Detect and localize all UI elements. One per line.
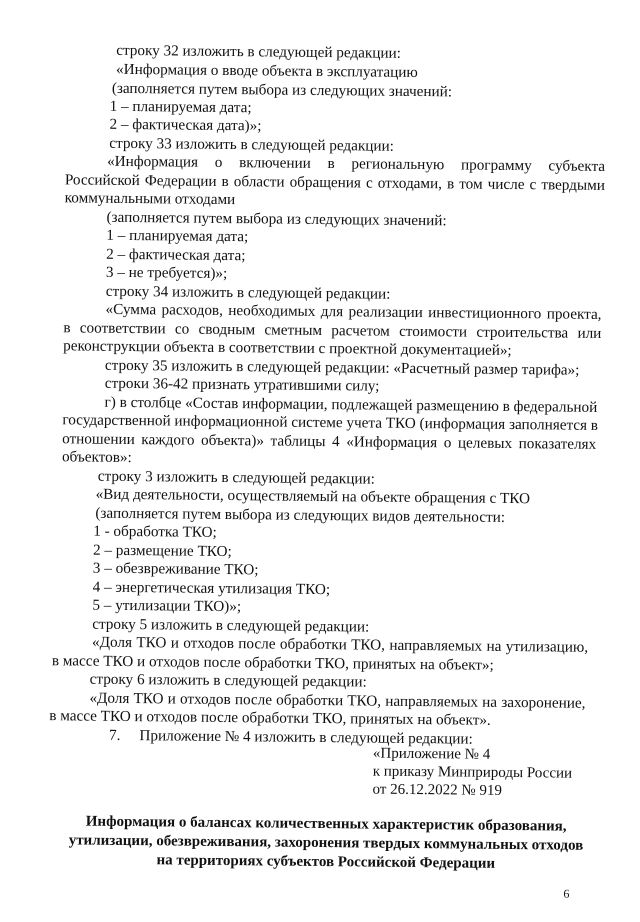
text-line: объектов»: [61,448,132,467]
text-line: строку 33 изложить в следующей редакции: [109,134,395,155]
text-line: (заполняется путем выбора из следующих значений: [111,79,453,101]
text-line: 2 – размещение ТКО; [92,541,232,561]
text-line: отношении каждого объекта)» таблицы 4 «Информация о целевых показателях [62,430,597,453]
appendix-label: «Приложение № 4 [372,745,491,763]
text-line: 3 – не требуется)»; [105,263,228,283]
text-line: строку 35 изложить в следующей редакции: «Расчетный размер тарифа»; [104,356,580,379]
text-line: 2 – фактическая дата; [106,245,246,265]
text-line: 1 – планируемая дата; [106,226,249,246]
text-line: «Доля ТКО и отходов после обработки ТКО, направляемых на утилизацию, [91,633,589,656]
text-line: «Сумма расходов, необходимых для реализации инвестиционного проекта, [105,300,602,323]
text-line: государственной информационной системе учета ТКО (информация заполняется в [62,411,599,434]
text-line: 4 – энергетическая утилизация ТКО; [92,578,331,599]
text-line: г) в столбце «Состав информации, подлежащей размещению в федеральной [104,393,598,416]
text-line: (заполняется путем выбора из следующих значений: [106,208,447,230]
text-line: 2 – фактическая дата)»; [109,115,262,135]
text-line: 7. Приложение № 4 изложить в следующей редакции: [109,726,473,748]
text-line: строку 32 изложить в следующей редакции: [116,41,401,62]
appendix-date: от 26.12.2022 № 919 [372,781,503,799]
text-line: «Вид деятельности, осуществляемый на объекте обращения с ТКО [95,485,531,508]
text-line: коммунальными отходами [64,189,236,209]
text-line: в массе ТКО и отходов после обработки ТКО, принятых на объект». [49,707,491,729]
text-line: в массе ТКО и отходов после обработки ТКО, принятых на объект»; [51,652,494,674]
text-line: строку 34 изложить в следующей редакции: [105,282,391,303]
text-line: Российской Федерации в области обращения с отходами, в том числе с твердыми [64,171,605,194]
text-line: в соответствии со сводным сметным расчетом стоимости строительства или [63,319,602,342]
text-line: «Информация о вводе объекта в эксплуатацию [115,60,418,82]
section-heading: на территориях субъектов Российской Федерации [156,852,496,872]
text-line: реконструкции объекта в соответствии с проектной документацией»; [63,337,512,360]
appendix-order: к приказу Минприроды России [372,763,573,782]
text-line: 5 – утилизации ТКО)»; [92,596,242,616]
text-line: «Доля ТКО и отходов после обработки ТКО, направляемых на захоронение, [89,689,586,712]
section-heading: утилизации, обезвреживания, захоронения твердых коммунальных отходов [68,832,584,854]
page-number: 6 [563,886,570,901]
text-line: строку 5 изложить в следующей редакции: [92,615,370,636]
text-line: 1 – планируемая дата; [109,97,252,117]
text-line: «Информация о включении в региональную программу субъекта [107,152,606,175]
text-line: (заполняется путем выбора из следующих видов деятельности: [95,504,506,526]
text-line: строки 36-42 признать утратившими силу; [104,374,380,395]
text-line: строку 6 изложить в следующей редакции: [89,670,367,691]
section-heading: Информация о балансах количественных характеристик образования, [85,813,567,835]
text-line: 1 - обработка ТКО; [93,522,217,541]
text-line: строку 3 изложить в следующей редакции: [97,467,375,488]
text-line: 3 – обезвреживание ТКО; [92,559,259,579]
